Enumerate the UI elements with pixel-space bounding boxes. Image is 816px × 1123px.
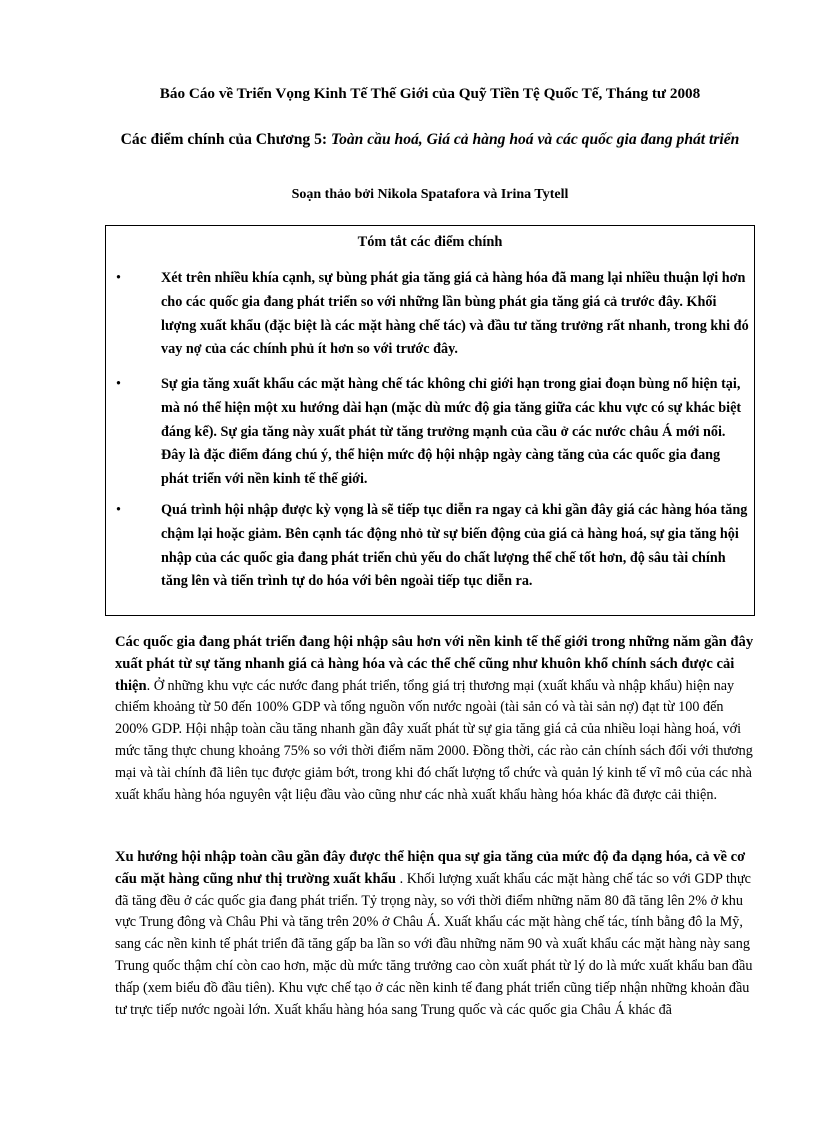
body-paragraph [115,632,755,806]
key-points-title: Tóm tắt các điểm chính [357,234,503,250]
chapter-heading [100,129,760,151]
key-point-text: Quá trình hội nhập được kỳ vọng là sẽ tiếp tục diễn ra ngay cả khi gần đây giá các hàng hóa tăng chậm lại hoặc giảm. Bên cạnh tác động nhỏ từ sự biến động của giá cả hàng hoá, sự gia tăng hội nhập của các quốc gia đang phát triển chủ yếu do chất lượng thể chế tốt hơn, độ sâu tài chính tăng lên và tiến trình tự do hóa với bên ngoài tiếp tục diễn ra. [161,502,748,590]
report-title: Báo Cáo về Triển Vọng Kinh Tế Thế Giới của Quỹ Tiền Tệ Quốc Tế, Tháng tư 2008 [159,85,701,102]
key-point-text: Xét trên nhiều khía cạnh, sự bùng phát gia tăng giá cả hàng hóa đã mang lại nhiều thuận lợi hơn cho các quốc gia đang phát triển so với những lần bùng phát gia tăng giá cả trước đây. Khối lượng xuất khẩu (đặc biệt là các mặt hàng chế tác) và đầu tư tăng trưởng rất nhanh, trong khi đó vay nợ của các chính phủ ít hơn so với trước đây. [161,270,749,358]
bullet-icon: • [116,502,121,518]
key-point-text: Sự gia tăng xuất khẩu các mặt hàng chế tác không chỉ giới hạn trong giai đoạn bùng nổ hiện tại, mà nó thể hiện một xu hướng dài hạn (mặc dù mức độ gia tăng giữa các khu vực có sự khác biệt đáng kể). Sự gia tăng này xuất phát từ tăng trưởng mạnh của cầu ở các nước châu Á mới nổi. Đây là đặc điểm đáng chú ý, thể hiện mức độ hội nhập ngày càng tăng của các quốc gia đang phát triển với nền kinh tế thế giới. [161,376,742,488]
chapter-subtitle: Toàn cầu hoá, Giá cả hàng hoá và các quốc gia đang phát triển [330,131,740,148]
bullet-icon: • [116,376,121,392]
body-paragraph [115,847,755,1021]
key-points-box [105,225,755,616]
paragraph-lead: Các quốc gia đang phát triển đang hội nhập sâu hơn với nền kinh tế thế giới trong những năm gần đây xuất phát từ sự tăng nhanh giá cả hàng hóa và các thể chế cũng như khuôn khổ chính sách được cải thiện [115,634,754,694]
bullet-icon: • [116,270,121,286]
paragraph-lead: Xu hướng hội nhập toàn cầu gần đây được thể hiện qua sự gia tăng của mức độ đa dạng hóa, cả về cơ cấu mặt hàng cũng như thị trường xuất khẩu [115,849,746,887]
paragraph-text: . Ở những khu vực các nước đang phát triển, tổng giá trị thương mại (xuất khẩu và nhập khẩu) hiện nay chiếm khoảng từ 50 đến 100% GDP và tổng nguồn vốn nước ngoài (tài sản có và tài sản nợ) đạt từ 100 đến 200% GDP. Hội nhập toàn cầu tăng nhanh gần đây xuất phát từ sự gia tăng giá cả của nhiều loại hàng hoá, với mức tăng thực chung khoảng 75% so với thời điểm năm 2000. Đồng thời, các rào cản chính sách đối với thương mại và tài chính đã liên tục được giảm bớt, trong khi đó chất lượng tổ chức và quản lý kinh tế vĩ mô của các nhà xuất khẩu hàng hóa nguyên vật liệu đầu vào cũng như các nhà xuất khẩu hàng hóa khác đã được cải thiện. [115,677,753,803]
chapter-prefix: Các điểm chính của Chương 5: [120,131,331,148]
paragraph-text: . Khối lượng xuất khẩu các mặt hàng chế tác so với GDP thực đã tăng đều ở các quốc gia đang phát triển. Tỷ trọng này, so với thời điểm những năm 80 đã tăng lên 2% ở khu vực Trung đông và Châu Phi và tăng trên 20% ở Châu Á. Xuất khẩu các mặt hàng chế tác, tính bằng đô la Mỹ, sang các nền kinh tế phát triển đã tăng gấp ba lần so với đầu những năm 90 và xuất khẩu các mặt hàng này sang Trung quốc thậm chí còn cao hơn, mặc dù mức tăng trưởng cao còn xuất phát từ lý do là mức xuất khẩu ban đầu thấp (xem biểu đồ đầu tiên). Khu vực chế tạo ở các nền kinh tế đang phát triển cũng tiếp nhận những khoản đầu tư trực tiếp nước ngoài lớn. Xuất khẩu hàng hóa sang Trung quốc và các quốc gia Châu Á khác đã [115,870,753,1018]
authors-line: Soạn thảo bởi Nikola Spatafora và Irina Tytell [291,187,569,202]
